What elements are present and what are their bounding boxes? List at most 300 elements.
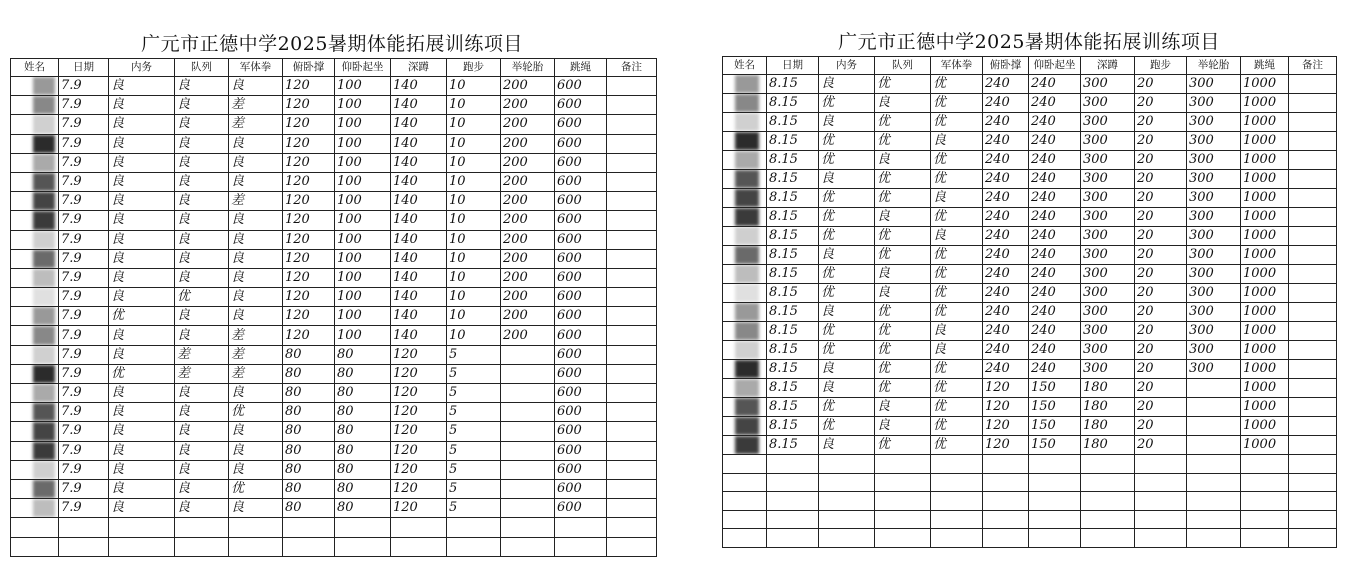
cell-drill xyxy=(875,529,931,548)
cell-jump-rope: 1000 xyxy=(1241,398,1289,417)
cell-martial-arts: 良 xyxy=(229,268,283,287)
cell-martial-arts: 良 xyxy=(229,211,283,230)
cell-remarks xyxy=(607,479,657,498)
cell-tire-lift: 200 xyxy=(501,326,555,345)
cell-sit-ups: 240 xyxy=(1029,151,1081,170)
cell-jump-rope xyxy=(1241,529,1289,548)
cell-running: 5 xyxy=(447,345,501,364)
cell-drill: 优 xyxy=(875,436,931,455)
redacted-name-blur xyxy=(33,115,55,133)
cell-date: 7.9 xyxy=(59,134,109,153)
cell-push-ups xyxy=(983,510,1029,529)
cell-drill: 优 xyxy=(875,170,931,189)
cell-remarks xyxy=(607,537,657,556)
cell-dorm: 优 xyxy=(819,208,875,227)
cell-drill: 优 xyxy=(175,288,229,307)
cell-jump-rope: 600 xyxy=(555,345,607,364)
cell-remarks xyxy=(1289,151,1337,170)
cell-dorm: 优 xyxy=(819,227,875,246)
table-row xyxy=(723,492,1337,511)
cell-sit-ups: 100 xyxy=(335,307,391,326)
cell-running: 5 xyxy=(447,479,501,498)
cell-tire-lift xyxy=(1187,529,1241,548)
cell-sit-ups: 80 xyxy=(335,345,391,364)
cell-name xyxy=(11,192,59,211)
cell-date xyxy=(59,518,109,537)
cell-dorm: 良 xyxy=(109,345,175,364)
cell-tire-lift xyxy=(1187,379,1241,398)
cell-tire-lift xyxy=(501,460,555,479)
cell-dorm: 良 xyxy=(109,230,175,249)
cell-date: 8.15 xyxy=(767,132,819,151)
cell-drill: 优 xyxy=(875,379,931,398)
cell-push-ups: 240 xyxy=(983,284,1029,303)
cell-name xyxy=(11,153,59,172)
cell-sit-ups: 100 xyxy=(335,211,391,230)
cell-name xyxy=(11,499,59,518)
cell-tire-lift: 200 xyxy=(501,268,555,287)
cell-squats xyxy=(1081,492,1135,511)
table-row xyxy=(723,455,1337,474)
cell-martial-arts: 良 xyxy=(229,153,283,172)
cell-drill xyxy=(875,473,931,492)
cell-push-ups: 120 xyxy=(283,326,335,345)
cell-dorm: 良 xyxy=(109,153,175,172)
redacted-name-blur xyxy=(735,151,759,169)
cell-tire-lift xyxy=(501,441,555,460)
cell-sit-ups: 240 xyxy=(1029,322,1081,341)
cell-name xyxy=(11,249,59,268)
cell-jump-rope: 600 xyxy=(555,249,607,268)
table-row xyxy=(723,473,1337,492)
cell-dorm: 良 xyxy=(109,422,175,441)
cell-dorm: 优 xyxy=(819,284,875,303)
redacted-name-blur xyxy=(33,231,55,249)
cell-drill: 良 xyxy=(175,499,229,518)
cell-squats: 300 xyxy=(1081,246,1135,265)
cell-dorm: 优 xyxy=(819,265,875,284)
cell-tire-lift xyxy=(501,364,555,383)
cell-remarks xyxy=(1289,132,1337,151)
cell-date: 7.9 xyxy=(59,345,109,364)
table-row xyxy=(11,211,657,230)
cell-martial-arts: 优 xyxy=(931,94,983,113)
cell-date: 8.15 xyxy=(767,379,819,398)
cell-remarks xyxy=(607,153,657,172)
cell-date: 7.9 xyxy=(59,115,109,134)
cell-jump-rope xyxy=(1241,510,1289,529)
cell-martial-arts: 良 xyxy=(229,249,283,268)
cell-jump-rope: 1000 xyxy=(1241,284,1289,303)
cell-push-ups: 80 xyxy=(283,345,335,364)
cell-jump-rope: 600 xyxy=(555,479,607,498)
cell-jump-rope: 600 xyxy=(555,172,607,191)
cell-sit-ups: 240 xyxy=(1029,94,1081,113)
cell-remarks xyxy=(607,518,657,537)
header-drill: 队列 xyxy=(175,59,229,77)
cell-squats: 120 xyxy=(391,403,447,422)
cell-sit-ups xyxy=(335,518,391,537)
cell-martial-arts: 良 xyxy=(229,384,283,403)
cell-jump-rope: 600 xyxy=(555,134,607,153)
redacted-name-blur xyxy=(735,379,759,397)
cell-name xyxy=(11,211,59,230)
table-row xyxy=(11,96,657,115)
cell-sit-ups: 80 xyxy=(335,441,391,460)
cell-squats: 300 xyxy=(1081,189,1135,208)
header-martial-arts: 军体拳 xyxy=(931,57,983,75)
redacted-name-blur xyxy=(735,341,759,359)
cell-push-ups: 120 xyxy=(983,436,1029,455)
cell-date: 8.15 xyxy=(767,246,819,265)
cell-drill: 良 xyxy=(175,460,229,479)
cell-dorm xyxy=(109,537,175,556)
cell-name xyxy=(723,510,767,529)
cell-dorm xyxy=(819,529,875,548)
cell-tire-lift: 300 xyxy=(1187,94,1241,113)
header-jump-rope: 跳绳 xyxy=(1241,57,1289,75)
cell-squats: 300 xyxy=(1081,151,1135,170)
cell-martial-arts: 良 xyxy=(229,77,283,96)
cell-push-ups xyxy=(283,518,335,537)
cell-name xyxy=(723,284,767,303)
header-drill: 队列 xyxy=(875,57,931,75)
table-row xyxy=(723,227,1337,246)
cell-jump-rope: 1000 xyxy=(1241,75,1289,94)
cell-tire-lift: 300 xyxy=(1187,170,1241,189)
cell-squats xyxy=(391,537,447,556)
cell-jump-rope: 600 xyxy=(555,499,607,518)
cell-running xyxy=(1135,529,1187,548)
cell-name xyxy=(723,473,767,492)
cell-dorm: 优 xyxy=(819,398,875,417)
cell-push-ups: 240 xyxy=(983,265,1029,284)
cell-push-ups: 80 xyxy=(283,384,335,403)
cell-push-ups: 120 xyxy=(283,211,335,230)
cell-martial-arts: 差 xyxy=(229,345,283,364)
cell-date: 8.15 xyxy=(767,189,819,208)
cell-martial-arts: 优 xyxy=(931,208,983,227)
redacted-name-blur xyxy=(735,132,759,150)
cell-martial-arts: 差 xyxy=(229,192,283,211)
cell-sit-ups: 100 xyxy=(335,268,391,287)
cell-push-ups: 120 xyxy=(283,134,335,153)
cell-sit-ups: 100 xyxy=(335,326,391,345)
table-row xyxy=(723,322,1337,341)
cell-drill: 良 xyxy=(875,284,931,303)
cell-dorm: 优 xyxy=(109,364,175,383)
cell-dorm: 良 xyxy=(109,211,175,230)
cell-drill: 良 xyxy=(175,230,229,249)
cell-drill: 良 xyxy=(175,134,229,153)
cell-drill: 良 xyxy=(875,398,931,417)
cell-name xyxy=(11,134,59,153)
cell-drill: 良 xyxy=(175,115,229,134)
cell-running: 20 xyxy=(1135,227,1187,246)
cell-sit-ups: 100 xyxy=(335,230,391,249)
cell-squats: 140 xyxy=(391,115,447,134)
cell-name xyxy=(723,417,767,436)
cell-date: 7.9 xyxy=(59,403,109,422)
redacted-name-blur xyxy=(33,461,55,479)
cell-name xyxy=(11,96,59,115)
cell-running: 10 xyxy=(447,249,501,268)
table-row xyxy=(723,246,1337,265)
table-row xyxy=(11,307,657,326)
cell-dorm: 良 xyxy=(819,303,875,322)
cell-tire-lift: 200 xyxy=(501,115,555,134)
cell-push-ups: 80 xyxy=(283,422,335,441)
cell-name xyxy=(11,77,59,96)
cell-squats: 140 xyxy=(391,172,447,191)
redacted-name-blur xyxy=(735,265,759,283)
redacted-name-blur xyxy=(33,422,55,440)
cell-jump-rope: 600 xyxy=(555,403,607,422)
table-row xyxy=(723,189,1337,208)
header-jump-rope: 跳绳 xyxy=(555,59,607,77)
cell-drill xyxy=(175,537,229,556)
cell-dorm: 良 xyxy=(109,249,175,268)
cell-running: 10 xyxy=(447,288,501,307)
cell-squats: 300 xyxy=(1081,94,1135,113)
cell-date: 8.15 xyxy=(767,113,819,132)
cell-squats xyxy=(1081,529,1135,548)
cell-dorm: 良 xyxy=(819,113,875,132)
cell-name xyxy=(723,94,767,113)
cell-tire-lift: 300 xyxy=(1187,265,1241,284)
cell-jump-rope: 600 xyxy=(555,326,607,345)
cell-martial-arts: 良 xyxy=(229,172,283,191)
cell-running xyxy=(1135,492,1187,511)
cell-remarks xyxy=(607,211,657,230)
cell-date: 7.9 xyxy=(59,460,109,479)
cell-drill: 良 xyxy=(175,192,229,211)
table-row xyxy=(723,379,1337,398)
cell-dorm: 良 xyxy=(109,384,175,403)
cell-jump-rope: 600 xyxy=(555,115,607,134)
cell-tire-lift xyxy=(501,479,555,498)
cell-squats: 180 xyxy=(1081,379,1135,398)
cell-jump-rope: 600 xyxy=(555,230,607,249)
left-training-sheet xyxy=(10,30,654,557)
cell-push-ups: 240 xyxy=(983,75,1029,94)
sheet-title: 广元市正德中学2025暑期体能拓展训练项目 xyxy=(838,31,1220,53)
cell-sit-ups: 240 xyxy=(1029,284,1081,303)
cell-jump-rope xyxy=(555,518,607,537)
cell-dorm: 良 xyxy=(109,499,175,518)
cell-dorm: 良 xyxy=(109,192,175,211)
redacted-name-blur xyxy=(735,360,759,378)
cell-running: 5 xyxy=(447,384,501,403)
cell-name xyxy=(723,189,767,208)
cell-tire-lift xyxy=(501,345,555,364)
cell-running: 20 xyxy=(1135,189,1187,208)
cell-running: 20 xyxy=(1135,113,1187,132)
cell-sit-ups: 80 xyxy=(335,403,391,422)
cell-push-ups: 240 xyxy=(983,322,1029,341)
cell-remarks xyxy=(1289,379,1337,398)
cell-tire-lift: 300 xyxy=(1187,151,1241,170)
cell-squats: 300 xyxy=(1081,113,1135,132)
header-tire-lift: 举轮胎 xyxy=(1187,57,1241,75)
cell-remarks xyxy=(1289,75,1337,94)
cell-running: 20 xyxy=(1135,303,1187,322)
cell-running: 20 xyxy=(1135,436,1187,455)
cell-sit-ups: 100 xyxy=(335,77,391,96)
cell-push-ups: 240 xyxy=(983,170,1029,189)
cell-martial-arts: 良 xyxy=(931,132,983,151)
cell-tire-lift: 200 xyxy=(501,211,555,230)
header-push-ups: 俯卧撑 xyxy=(283,59,335,77)
cell-remarks xyxy=(607,499,657,518)
redacted-name-blur xyxy=(33,135,55,153)
cell-squats xyxy=(1081,473,1135,492)
cell-date: 8.15 xyxy=(767,303,819,322)
cell-martial-arts: 良 xyxy=(931,322,983,341)
cell-remarks xyxy=(1289,284,1337,303)
cell-date: 7.9 xyxy=(59,499,109,518)
cell-jump-rope: 1000 xyxy=(1241,170,1289,189)
header-sit-ups: 仰卧起坐 xyxy=(1029,57,1081,75)
redacted-name-blur xyxy=(735,284,759,302)
cell-name xyxy=(723,492,767,511)
cell-remarks xyxy=(607,115,657,134)
redacted-name-blur xyxy=(33,442,55,460)
cell-remarks xyxy=(1289,170,1337,189)
table-row xyxy=(723,151,1337,170)
cell-dorm xyxy=(109,518,175,537)
cell-name xyxy=(723,303,767,322)
cell-jump-rope: 1000 xyxy=(1241,208,1289,227)
cell-martial-arts xyxy=(229,518,283,537)
cell-tire-lift xyxy=(1187,455,1241,474)
table-row xyxy=(11,345,657,364)
cell-name xyxy=(11,326,59,345)
table-row xyxy=(11,460,657,479)
cell-drill: 良 xyxy=(175,422,229,441)
cell-dorm: 优 xyxy=(819,341,875,360)
cell-dorm: 良 xyxy=(819,246,875,265)
cell-squats: 300 xyxy=(1081,75,1135,94)
cell-drill: 良 xyxy=(175,249,229,268)
cell-sit-ups: 80 xyxy=(335,384,391,403)
redacted-name-blur xyxy=(33,250,55,268)
header-dorm: 内务 xyxy=(819,57,875,75)
cell-push-ups: 240 xyxy=(983,151,1029,170)
cell-martial-arts: 差 xyxy=(229,326,283,345)
cell-drill xyxy=(875,510,931,529)
redacted-name-blur xyxy=(33,346,55,364)
cell-dorm: 优 xyxy=(819,417,875,436)
cell-date: 7.9 xyxy=(59,172,109,191)
cell-name xyxy=(723,322,767,341)
cell-martial-arts xyxy=(931,455,983,474)
cell-sit-ups: 80 xyxy=(335,499,391,518)
cell-push-ups: 240 xyxy=(983,341,1029,360)
cell-date: 7.9 xyxy=(59,326,109,345)
table-row xyxy=(723,75,1337,94)
cell-remarks xyxy=(1289,94,1337,113)
cell-dorm: 良 xyxy=(109,403,175,422)
cell-remarks xyxy=(1289,398,1337,417)
cell-remarks xyxy=(1289,227,1337,246)
cell-date: 7.9 xyxy=(59,441,109,460)
cell-dorm: 良 xyxy=(109,172,175,191)
cell-squats: 300 xyxy=(1081,170,1135,189)
redacted-name-blur xyxy=(33,288,55,306)
cell-martial-arts: 优 xyxy=(931,417,983,436)
right-training-sheet xyxy=(722,28,1336,548)
cell-remarks xyxy=(1289,303,1337,322)
cell-jump-rope: 600 xyxy=(555,153,607,172)
cell-push-ups: 80 xyxy=(283,403,335,422)
cell-tire-lift: 300 xyxy=(1187,341,1241,360)
cell-jump-rope: 1000 xyxy=(1241,322,1289,341)
cell-martial-arts: 良 xyxy=(931,189,983,208)
cell-running xyxy=(1135,473,1187,492)
cell-date: 7.9 xyxy=(59,249,109,268)
cell-sit-ups: 240 xyxy=(1029,227,1081,246)
cell-running xyxy=(1135,510,1187,529)
cell-martial-arts: 优 xyxy=(931,360,983,379)
cell-date: 8.15 xyxy=(767,284,819,303)
cell-martial-arts: 差 xyxy=(229,364,283,383)
cell-drill: 优 xyxy=(875,322,931,341)
cell-dorm: 良 xyxy=(819,75,875,94)
cell-push-ups xyxy=(983,473,1029,492)
table-row xyxy=(723,170,1337,189)
cell-name xyxy=(11,441,59,460)
cell-push-ups: 120 xyxy=(283,115,335,134)
cell-remarks xyxy=(607,422,657,441)
redacted-name-blur xyxy=(33,192,55,210)
cell-drill: 良 xyxy=(175,326,229,345)
table-row xyxy=(11,326,657,345)
cell-remarks xyxy=(607,172,657,191)
redacted-name-blur xyxy=(735,322,759,340)
cell-remarks xyxy=(607,268,657,287)
cell-squats: 120 xyxy=(391,422,447,441)
cell-name xyxy=(11,518,59,537)
cell-martial-arts: 良 xyxy=(931,227,983,246)
header-dorm: 内务 xyxy=(109,59,175,77)
cell-squats: 300 xyxy=(1081,132,1135,151)
cell-martial-arts: 优 xyxy=(931,170,983,189)
cell-name xyxy=(11,172,59,191)
cell-remarks xyxy=(607,192,657,211)
cell-name xyxy=(723,132,767,151)
cell-push-ups: 80 xyxy=(283,499,335,518)
cell-jump-rope: 600 xyxy=(555,364,607,383)
cell-date: 7.9 xyxy=(59,384,109,403)
cell-remarks xyxy=(1289,189,1337,208)
redacted-name-blur xyxy=(735,170,759,188)
cell-drill: 良 xyxy=(175,384,229,403)
cell-squats: 180 xyxy=(1081,436,1135,455)
cell-martial-arts: 优 xyxy=(931,113,983,132)
cell-running: 10 xyxy=(447,192,501,211)
cell-date: 8.15 xyxy=(767,170,819,189)
cell-jump-rope: 600 xyxy=(555,288,607,307)
cell-sit-ups: 150 xyxy=(1029,436,1081,455)
cell-drill: 优 xyxy=(875,360,931,379)
cell-tire-lift: 200 xyxy=(501,249,555,268)
redacted-name-blur xyxy=(33,173,55,191)
table-row xyxy=(723,360,1337,379)
cell-tire-lift xyxy=(1187,492,1241,511)
cell-squats: 180 xyxy=(1081,417,1135,436)
cell-sit-ups: 100 xyxy=(335,153,391,172)
